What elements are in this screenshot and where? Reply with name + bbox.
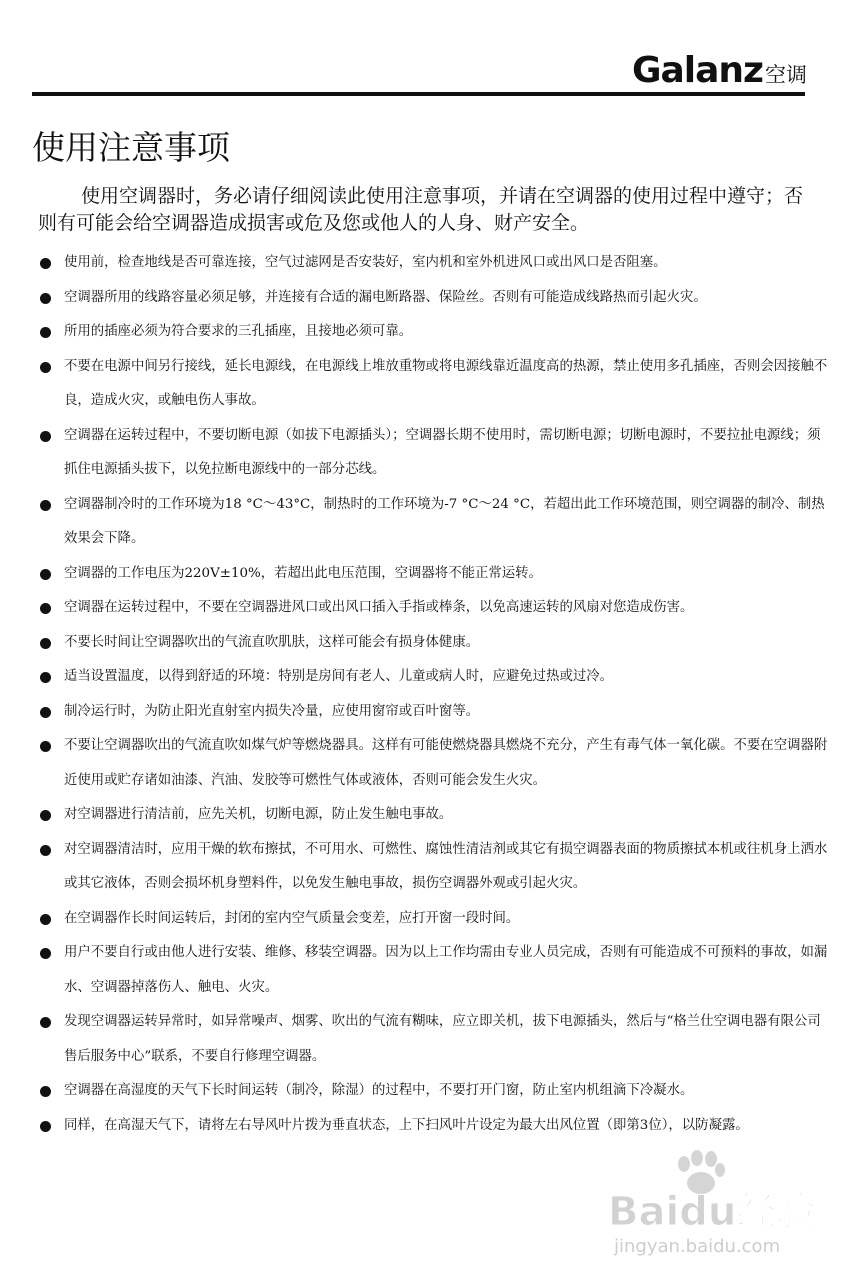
bullet-icon bbox=[40, 1017, 51, 1028]
notice-text: 空调器在高湿度的天气下长时间运转（制冷，除湿）的过程中，不要打开门窗，防止室内机组滴下冷凝水。 bbox=[64, 1083, 694, 1098]
page-title: 使用注意事项 bbox=[32, 128, 230, 167]
notice-item bbox=[38, 833, 828, 902]
notice-text: 对空调器进行清洁前，应先关机，切断电源，防止发生触电事故。 bbox=[64, 807, 453, 822]
notice-text: 对空调器清洁时，应用干燥的软布擦拭，不可用水、可燃性、腐蚀性清洁剂或其它有损空调器表面的物质擦拭本机或往机身上洒水或其它液体，否则会损坏机身塑料件，以免发生触电事故，损伤空调器外观或引起火灾。 bbox=[64, 841, 828, 891]
notice-item bbox=[38, 350, 828, 419]
bullet-icon bbox=[40, 569, 51, 580]
bullet-icon bbox=[40, 327, 51, 338]
notice-text: 同样，在高湿天气下，请将左右导风叶片拨为垂直状态，上下扫风叶片设定为最大出风位置（即第3位），以防凝露。 bbox=[64, 1117, 749, 1133]
bullet-icon bbox=[40, 672, 51, 683]
notice-item bbox=[38, 798, 828, 833]
bullet-icon bbox=[40, 707, 51, 718]
notice-item bbox=[38, 419, 828, 488]
bullet-icon bbox=[40, 1086, 51, 1097]
notice-text: 空调器在运转过程中，不要切断电源（如拔下电源插头）；空调器长期不使用时，需切断电源；切断电源时，不要拉扯电源线；须抓住电源插头拔下，以免拉断电源线中的一部分芯线。 bbox=[64, 427, 821, 477]
baidu-watermark bbox=[608, 1150, 823, 1265]
notice-text: 制冷运行时，为防止阳光直射室内损失冷量，应使用窗帘或百叶窗等。 bbox=[64, 703, 480, 719]
bullet-icon bbox=[40, 293, 51, 304]
bullet-icon bbox=[40, 431, 51, 442]
bullet-icon bbox=[40, 500, 51, 511]
bullet-icon bbox=[40, 914, 51, 925]
watermark-url: jingyan.baidu.com bbox=[614, 1236, 781, 1257]
notice-text: 发现空调器运转异常时，如异常噪声、烟雾、吹出的气流有糊味，应立即关机，拔下电源插头，然后与“格兰仕空调电器有限公司售后服务中心”联系，不要自行修理空调器。 bbox=[64, 1014, 821, 1064]
notice-text: 在空调器作长时间运转后，封闭的室内空气质量会变差，应打开窗一段时间。 bbox=[64, 910, 520, 926]
watermark-logo: Baidu经验 bbox=[608, 1189, 817, 1235]
notice-item bbox=[38, 591, 828, 626]
bullet-icon bbox=[40, 362, 51, 373]
bullet-icon bbox=[40, 741, 51, 752]
bullet-icon bbox=[40, 603, 51, 614]
header-divider bbox=[32, 92, 805, 96]
notice-item bbox=[38, 281, 828, 316]
notice-item bbox=[38, 729, 828, 798]
notice-item bbox=[38, 557, 828, 592]
notice-item bbox=[38, 488, 828, 557]
notice-text: 所用的插座必须为符合要求的三孔插座，且接地必须可靠。 bbox=[64, 324, 413, 339]
notice-text: 空调器的工作电压为220V±10%，若超出此电压范围，空调器将不能正常运转。 bbox=[64, 565, 542, 581]
bullet-icon bbox=[40, 810, 51, 821]
brand-subtitle: 空调 bbox=[765, 63, 807, 87]
notice-text: 空调器制冷时的工作环境为18 °C～43°C，制热时的工作环境为-7 °C～24 °C，若超出此工作环境范围，则空调器的制冷、制热效果会下降。 bbox=[64, 496, 825, 546]
notice-text: 用户不要自行或由他人进行安装、维修、移装空调器。因为以上工作均需由专业人员完成，否则有可能造成不可预料的事故，如漏水、空调器掉落伤人、触电、火灾。 bbox=[64, 945, 828, 995]
notice-item bbox=[38, 1109, 828, 1144]
notice-text: 不要在电源中间另行接线，延长电源线，在电源线上堆放重物或将电源线靠近温度高的热源，禁止使用多孔插座，否则会因接触不良，造成火灾，或触电伤人事故。 bbox=[64, 358, 828, 408]
notice-item bbox=[38, 246, 828, 281]
notice-item bbox=[38, 626, 828, 661]
brand-logo bbox=[632, 50, 807, 91]
notice-item bbox=[38, 902, 828, 937]
notice-list bbox=[38, 246, 828, 1143]
brand-name: Galanz bbox=[631, 50, 763, 91]
notice-text: 空调器所用的线路容量必须足够，并连接有合适的漏电断路器、保险丝。否则有可能造成线路热而引起火灾。 bbox=[64, 289, 707, 305]
notice-text: 适当设置温度，以得到舒适的环境：特别是房间有老人、儿童或病人时，应避免过热或过冷。 bbox=[64, 669, 614, 684]
bullet-icon bbox=[40, 258, 51, 269]
bullet-icon bbox=[40, 845, 51, 856]
notice-text: 不要长时间让空调器吹出的气流直吹肌肤，这样可能会有损身体健康。 bbox=[64, 634, 480, 650]
intro-paragraph: 使用空调器时，务必请仔细阅读此使用注意事项，并请在空调器的使用过程中遵守；否则有可能会给空调器造成损害或危及您或他人的人身、财产安全。 bbox=[38, 185, 804, 234]
notice-item bbox=[38, 315, 828, 350]
notice-text: 不要让空调器吹出的气流直吹如煤气炉等燃烧器具。这样有可能使燃烧器具燃烧不充分，产生有毒气体一氧化碳。不要在空调器附近使用或贮存诸如油漆、汽油、发胶等可燃性气体或液体，否则可能会发生火灾。 bbox=[64, 738, 828, 788]
notice-item bbox=[38, 1005, 828, 1074]
notice-item bbox=[38, 936, 828, 1005]
notice-item bbox=[38, 1074, 828, 1109]
notice-item bbox=[38, 695, 828, 730]
notice-item bbox=[38, 660, 828, 695]
bullet-icon bbox=[40, 948, 51, 959]
notice-text: 空调器在运转过程中，不要在空调器进风口或出风口插入手指或棒条，以免高速运转的风扇对您造成伤害。 bbox=[64, 600, 694, 615]
notice-text: 使用前，检查地线是否可靠连接，空气过滤网是否安装好，室内机和室外机进风口或出风口是否阻塞。 bbox=[64, 255, 667, 270]
bullet-icon bbox=[40, 1121, 51, 1132]
bullet-icon bbox=[40, 638, 51, 649]
